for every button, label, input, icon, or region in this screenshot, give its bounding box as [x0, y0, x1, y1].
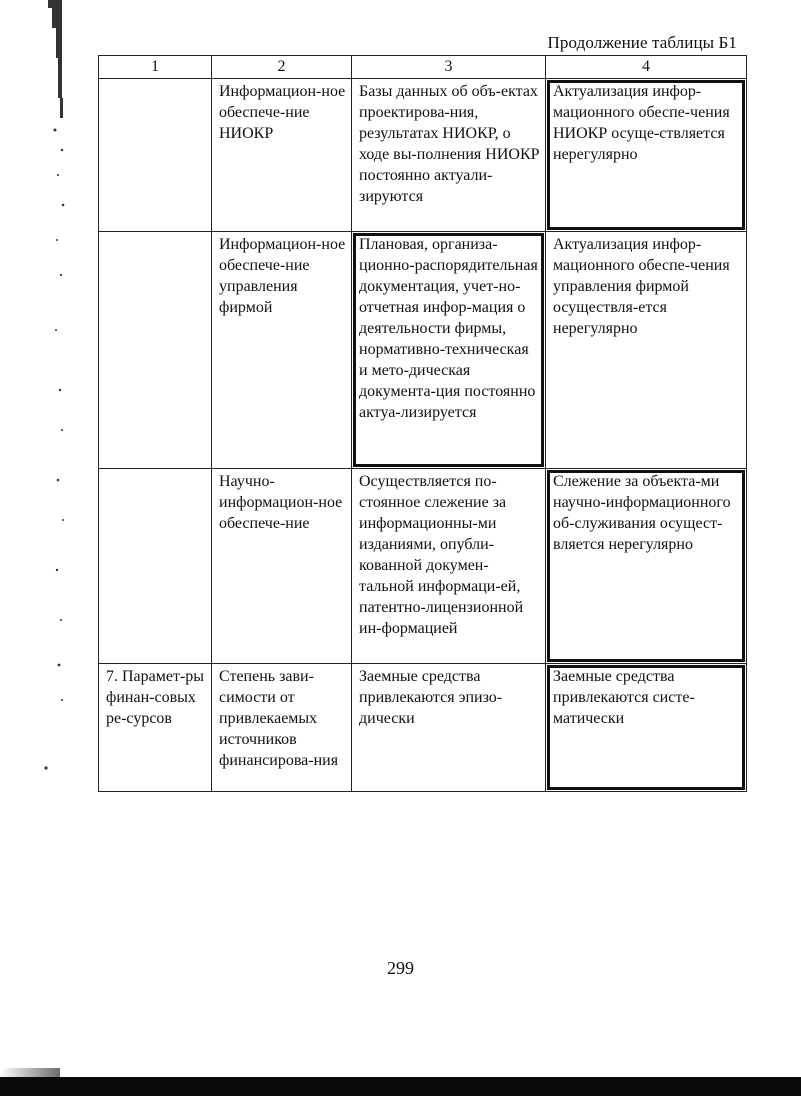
table-continuation-caption: Продолжение таблицы Б1 — [547, 33, 737, 52]
row-3-col-3: Осуществляется по-стоянное слежение за информационны-ми изданиями, опубли-кованной докумен-тальной информаци-ей, патентно-лицензионной ин-формацией — [352, 469, 546, 664]
row-4-col-4: Заемные средства привлекаются систе-матически — [546, 664, 747, 792]
row-4-col-3: Заемные средства привлекаются эпизо-дически — [352, 664, 546, 792]
row-2-col-4: Актуализация инфор-мационного обеспе-чения управления фирмой осуществля-ется нерегулярно — [546, 232, 747, 469]
row-3-col-1 — [99, 469, 212, 664]
row-1-col-4: Актуализация инфор-мационного обеспе-чения НИОКР осуще-ствляется нерегулярно — [546, 79, 747, 232]
row-3-col-2: Научно-информацион-ное обеспече-ние — [212, 469, 352, 664]
scan-edge-noise — [0, 0, 80, 800]
header-row — [99, 56, 747, 79]
table-row — [99, 232, 747, 469]
row-2-col-3: Плановая, организа-ционно-распорядительная документация, учет-но-отчетная инфор-мация о деятельности фирмы, нормативно-техническая и мето-дическая документа-ция постоянно актуа-лизируется — [352, 232, 546, 469]
table-row — [99, 469, 747, 664]
scan-bottom-shadow — [0, 1077, 801, 1096]
row-4-col-2: Степень зави-симости от привлекаемых источников финансирова-ния — [212, 664, 352, 792]
row-1-col-2: Информацион-ное обеспече-ние НИОКР — [212, 79, 352, 232]
header-col-4: 4 — [546, 56, 747, 79]
specification-table — [98, 55, 747, 792]
header-col-2: 2 — [212, 56, 352, 79]
table-row — [99, 664, 747, 792]
header-col-3: 3 — [352, 56, 546, 79]
row-2-col-1 — [99, 232, 212, 469]
page-number: 299 — [387, 958, 414, 978]
table-row — [99, 79, 747, 232]
row-1-col-3: Базы данных об объ-ектах проектирова-ния, результатах НИОКР, о ходе вы-полнения НИОКР постоянно актуали-зируются — [352, 79, 546, 232]
header-col-1: 1 — [99, 56, 212, 79]
row-3-col-4: Слежение за объекта-ми научно-информационного об-служивания осущест-вляется нерегулярно — [546, 469, 747, 664]
row-1-col-1 — [99, 79, 212, 232]
row-4-col-1: 7. Парамет-ры финан-совых ре-сурсов — [99, 664, 212, 792]
row-2-col-2: Информацион-ное обеспече-ние управления фирмой — [212, 232, 352, 469]
